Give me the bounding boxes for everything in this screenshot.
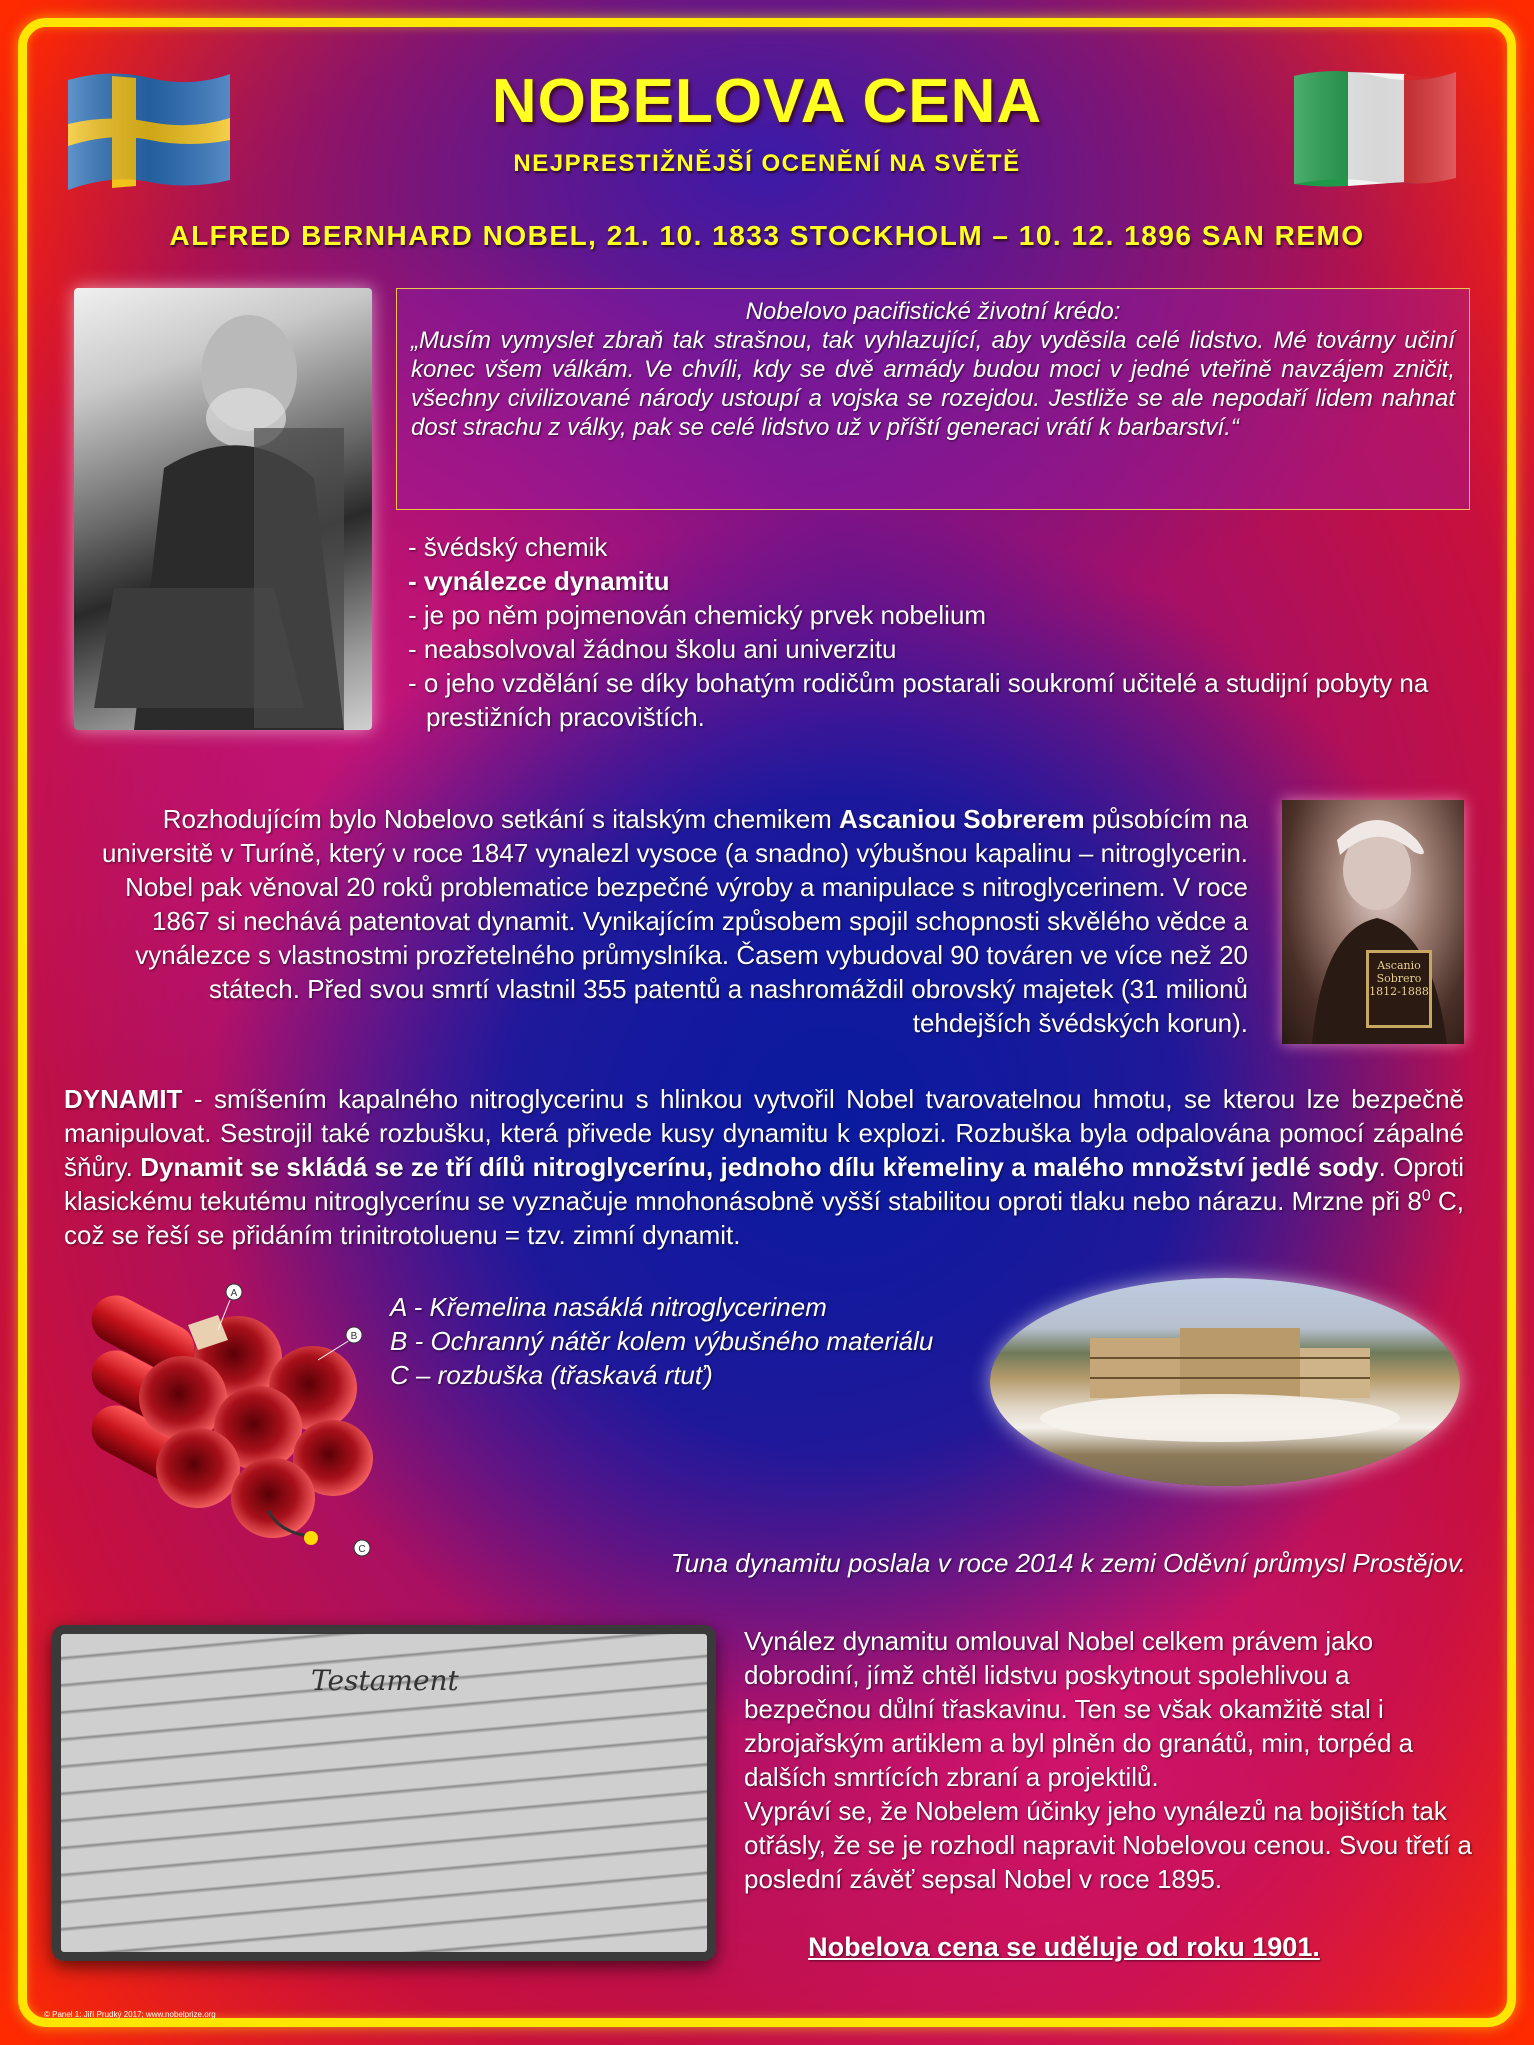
demolition-caption: Tuna dynamitu poslala v roce 2014 k zemi Oděvní průmysl Prostějov.: [670, 1548, 1466, 1578]
quote-heading: Nobelovo pacifistické životní krédo:: [745, 298, 1121, 325]
page-subtitle: NEJPRESTIŽNĚJŠÍ OCENĚNÍ NA SVĚTĚ: [513, 150, 1021, 177]
diagram-legend: [390, 1290, 933, 1392]
quote-text: „Musím vymyslet zbraň tak strašnou, tak vyhlazující, aby vyděsila celé lidstvo. Mé továrny učiní konec všem válkám. Ve chvíli, kdy se dvě armády budou moci v jedné vteřině navzájem zničit, všechny civilizované národy ustoupí a vojska se rozejdou. Jestliže se ale nepodaří lidem nahnat dost strachu z války, pak se celé lidstvo už v příští generaci vrátí k barbarství.“: [411, 327, 1455, 441]
sobrero-paragraph: [90, 802, 1248, 1040]
sobrero-portrait-photo: [1282, 800, 1464, 1044]
closing-paragraph-1: Vynález dynamitu omlouval Nobel celkem právem jako dobrodiní, jímž chtěl lidstvu poskytnout spolehlivou a bezpečnou důlní třaskavinu. Ten se však okamžitě stal i zbrojařským artiklem a byl plněn do granátů, min, torpéd a dalších smrtících zbraní a projektilů.: [744, 1626, 1414, 1792]
closing-paragraph-2: Vypráví se, že Nobelem účinky jeho vynálezů na bojištích tak otřásly, že se je rozhodl napravit Nobelovou cenou. Svou třetí a poslední závěť sepsal Nobel v roce 1895.: [744, 1796, 1472, 1894]
plaque-name: Ascanio Sobrero: [1376, 959, 1422, 985]
legend-item: B - Ochranný nátěr kolem výbušného materiálu: [390, 1326, 934, 1356]
dynamit-composition: Dynamit se skládá se ze tří dílů nitroglycerínu, jednoho dílu křemeliny a malého množství jedlé sody: [140, 1152, 1379, 1182]
nobel-birth-line: ALFRED BERNHARD NOBEL, 21. 10. 1833 STOCKHOLM – 10. 12. 1896 SAN REMO: [169, 220, 1365, 251]
dynamite-bundle-diagram: [68, 1280, 388, 1560]
svg-text:C: C: [358, 1544, 366, 1555]
nobel-testament-photo: [52, 1625, 716, 1961]
testament-heading: Testament: [311, 1664, 459, 1697]
degree-superscript: 0: [1421, 1187, 1431, 1205]
svg-text:A: A: [230, 1288, 238, 1299]
fact-item: - o jeho vzdělání se díky bohatým rodičům postarali soukromí učitelé a studijní pobyty na prestižních pracovištích.: [408, 668, 1429, 732]
dynamit-term: DYNAMIT: [64, 1084, 183, 1114]
sobrero-name: Ascaniou Sobrerem: [839, 804, 1085, 834]
nobel-portrait-photo: [74, 288, 372, 730]
closing-paragraphs: [744, 1624, 1474, 1896]
fuse-spark-icon: [304, 1531, 318, 1545]
nobel-quote-box: [396, 288, 1470, 510]
dynamit-text-part2: . Oproti klasickému tekutému nitroglycerínu se vyznačuje mnohonásobně vyšší stabilitou oproti tlaku nebo nárazu. Mrzne při 8: [64, 1152, 1464, 1216]
building-demolition-photo: [990, 1278, 1460, 1486]
fact-item: - vynálezce dynamitu: [408, 566, 670, 596]
svg-text:B: B: [350, 1331, 358, 1342]
dynamite-sticks: [83, 1287, 373, 1538]
plaque-years: 1812-1888: [1369, 985, 1429, 998]
diagram-label-c: [354, 1540, 370, 1556]
dynamit-paragraph: [64, 1082, 1464, 1252]
fact-item: - neabsolvoval žádnou školu ani univerzitu: [408, 634, 897, 664]
dynamit-text-part3: C, což se řeší se přidáním trinitrotoluenu = tzv. zimní dynamit.: [64, 1186, 1464, 1250]
sobrero-text-part1: Rozhodujícím bylo Nobelovo setkání s italským chemikem: [162, 804, 840, 834]
fact-item: - švédský chemik: [408, 532, 608, 562]
nobel-facts-list: [408, 530, 1488, 734]
legend-item: A - Křemelina nasáklá nitroglycerinem: [390, 1292, 827, 1322]
page-title: NOBELOVA CENA: [491, 67, 1043, 136]
legend-item: C – rozbuška (třaskavá rtuť): [390, 1360, 713, 1390]
sobrero-name-plaque: [1366, 950, 1432, 1028]
sobrero-text-part2: působícím na universitě v Turíně, který v roce 1847 vynalezl vysoce (a snadno) výbušnou kapalinu – nitroglycerin. Nobel pak věnoval 20 roků problematice bezpečné výroby a manipulace s nitroglycerinem. V roce 1867 si nechává patentovat dynamit. Vynikajícím způsobem spojil schopnosti skvělého vědce a vynálezce s vlastnostmi prozřetelného průmyslníka. Časem vybudoval 90 továren ve více než 20 státech. Před svou smrtí vlastnil 355 patentů a nashromáždil obrovský majetek (31 milionů tehdejších švédských korun).: [101, 804, 1248, 1038]
dynamit-text-part1: - smíšením kapalného nitroglycerinu s hlinkou vytvořil Nobel tvarovatelnou hmotu, se kterou lze bezpečně manipulovat. Sestrojil také rozbušku, která přivede kusy dynamitu k explozi. Rozbuška byla odpalována pomocí zápalné šňůry.: [64, 1084, 1464, 1182]
fact-item: - je po něm pojmenován chemický prvek nobelium: [408, 600, 987, 630]
nobel-prize-since-highlight: Nobelova cena se uděluje od roku 1901.: [808, 1932, 1320, 1962]
footer-credit: © Panel 1: Jiří Prudký 2017; www.nobelprize.org: [44, 2010, 216, 2019]
